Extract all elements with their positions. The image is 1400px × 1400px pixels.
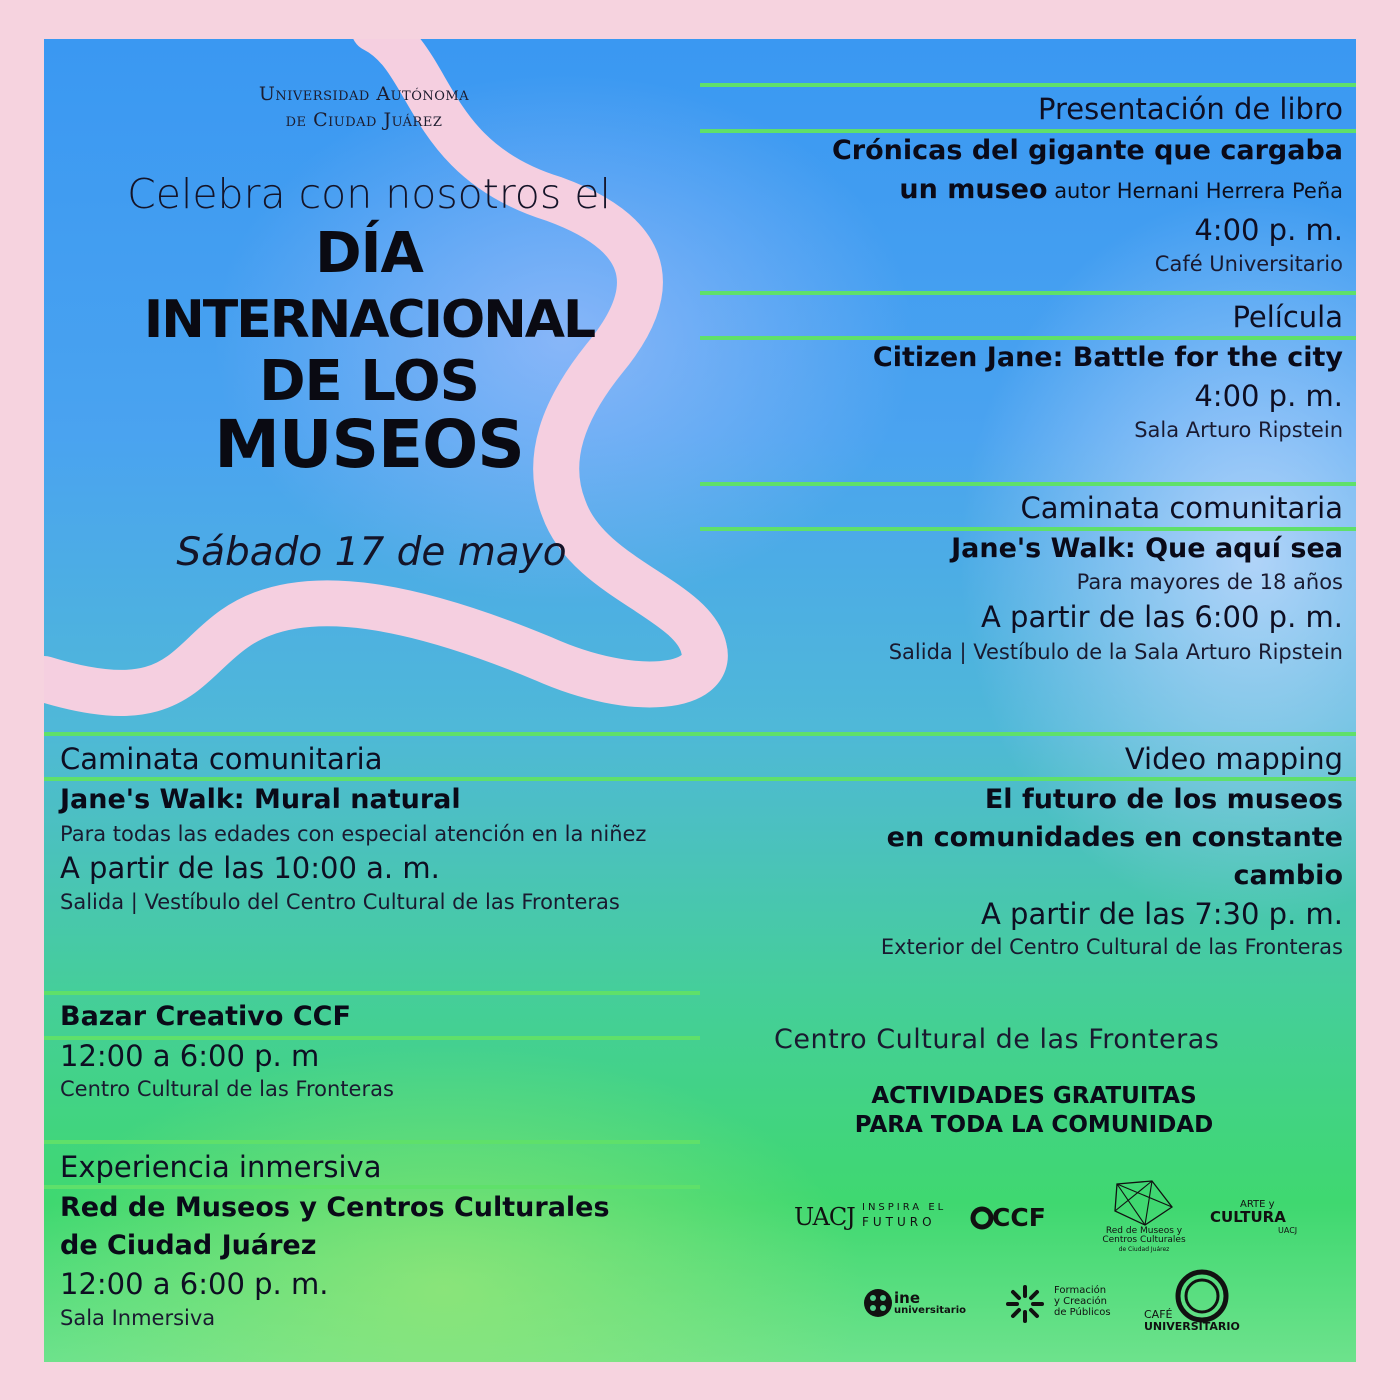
event-category: Presentación de libro <box>1038 92 1343 126</box>
arte-main-text: CULTURA <box>1210 1208 1286 1226</box>
arte-cultura-logo <box>1210 1199 1310 1239</box>
free-activities-banner <box>774 1082 1294 1140</box>
event-community-walk <box>693 486 1343 666</box>
event-category: Experiencia inmersiva <box>60 1150 382 1184</box>
event-category: Caminata comunitaria <box>60 742 383 776</box>
event-time: 12:00 a 6:00 p. m. <box>60 1267 329 1301</box>
event-title-line-1: Crónicas del gigante que cargaba <box>831 135 1343 166</box>
event-place: Sala Arturo Ripstein <box>1134 418 1343 442</box>
accent-line <box>44 732 1356 736</box>
red-line-1: Red de Museos y <box>1105 1226 1183 1236</box>
event-time: A partir de las 6:00 p. m. <box>980 600 1343 634</box>
event-category: Película <box>1232 300 1343 334</box>
event-author: autor Hernani Herrera Peña <box>1047 179 1343 203</box>
event-place: Café Universitario <box>1154 252 1343 276</box>
event-title-line-2: un museo <box>899 174 1048 205</box>
event-time: 4:00 p. m. <box>1194 379 1343 413</box>
cafe-line-2: UNIVERSITARIO <box>1144 1320 1240 1333</box>
formacion-publicos-logo <box>1004 1283 1124 1327</box>
red-museos-text <box>1089 1227 1199 1254</box>
uacj-logo <box>794 1201 954 1237</box>
event-note: Para todas las edades con especial atención en la niñez <box>60 822 647 846</box>
event-title: Jane's Walk: Que aquí sea <box>951 533 1343 564</box>
event-title-line-1: El futuro de los museos <box>984 784 1343 815</box>
event-title-line-2: de Ciudad Juárez <box>60 1230 317 1261</box>
event-place: Exterior del Centro Cultural de las Fronteras <box>880 935 1343 959</box>
event-mural-walk <box>60 737 660 917</box>
formacion-text <box>1054 1285 1111 1318</box>
arte-small-text: UACJ <box>1278 1226 1298 1235</box>
event-place: Sala Inmersiva <box>60 1306 216 1330</box>
title-line-1: DÍA <box>315 221 423 286</box>
cine-main-text: ine <box>894 1289 920 1307</box>
event-book-presentation <box>693 87 1343 280</box>
university-name <box>194 81 534 133</box>
event-video-mapping <box>693 737 1343 961</box>
cine-sub-text: universitario <box>894 1305 967 1316</box>
event-time: A partir de las 7:30 p. m. <box>980 897 1343 931</box>
event-title: Jane's Walk: Mural natural <box>60 784 461 815</box>
event-place: Salida | Vestíbulo de la Sala Arturo Ripstein <box>888 640 1343 664</box>
burst-icon <box>1004 1283 1046 1325</box>
event-place: Centro Cultural de las Fronteras <box>60 1077 394 1101</box>
event-category: Caminata comunitaria <box>1020 491 1343 525</box>
title-line-3: DE LOS <box>259 349 479 414</box>
network-icon <box>1107 1179 1177 1229</box>
event-title-line-1: Red de Museos y Centros Culturales <box>60 1192 610 1223</box>
event-title-author-row <box>693 171 1343 212</box>
free-line-2: PARA TODA LA COMUNIDAD <box>854 1112 1214 1138</box>
event-title-line-3: cambio <box>1233 860 1343 891</box>
formacion-line-2: y Creación <box>1054 1296 1107 1307</box>
red-line-2: Centros Culturales <box>1102 1235 1186 1245</box>
uacj-tagline-1: INSPIRA EL <box>862 1202 947 1213</box>
title-line-2: INTERNACIONAL <box>143 290 595 350</box>
formacion-line-3: de Públicos <box>1054 1307 1111 1318</box>
film-reel-icon <box>862 1287 894 1319</box>
arte-top-text: ARTE y <box>1240 1199 1275 1210</box>
event-title-line-2: en comunidades en constante <box>886 822 1343 853</box>
ccf-circle-icon <box>970 1206 994 1230</box>
uacj-tagline-2: FUTURO <box>862 1215 936 1229</box>
cine-universitario-logo <box>862 1283 977 1327</box>
event-note: Para mayores de 18 años <box>1076 570 1343 594</box>
event-title: Citizen Jane: Battle for the city <box>872 342 1343 373</box>
event-title: Bazar Creativo CCF <box>60 1001 351 1032</box>
accent-line <box>44 1140 700 1144</box>
intro-text: Celebra con nosotros el <box>127 170 611 218</box>
title-line-4: MUSEOS <box>214 406 524 483</box>
event-category: Video mapping <box>1124 742 1343 776</box>
event-poster <box>44 39 1356 1362</box>
free-line-1: ACTIVIDADES GRATUITAS <box>871 1083 1197 1109</box>
red-line-3: de Ciudad Juárez <box>1118 1246 1170 1253</box>
university-line-1: Universidad Autónoma <box>258 83 470 105</box>
formacion-line-1: Formación <box>1054 1285 1107 1296</box>
event-time: 12:00 a 6:00 p. m <box>60 1039 320 1073</box>
university-line-2: de Ciudad Juárez <box>285 109 443 131</box>
uacj-logo-text: UACJ <box>794 1203 855 1231</box>
venue-name: Centro Cultural de las Fronteras <box>774 1024 1220 1055</box>
event-place: Salida | Vestíbulo del Centro Cultural de las Fronteras <box>60 890 620 914</box>
event-date: Sábado 17 de mayo <box>176 530 567 575</box>
event-bazar <box>60 996 660 1104</box>
event-immersive <box>60 1145 680 1333</box>
ccf-logo-text: CCF <box>992 1203 1046 1232</box>
accent-line <box>44 991 700 995</box>
cafe-universitario-logo <box>1142 1268 1242 1338</box>
event-time: A partir de las 10:00 a. m. <box>60 851 440 885</box>
event-film <box>693 295 1343 445</box>
coffee-ring-icon <box>1174 1268 1230 1324</box>
event-time: 4:00 p. m. <box>1194 213 1343 247</box>
cafe-line-1: CAFÉ <box>1144 1308 1173 1321</box>
red-museos-logo <box>1089 1179 1199 1255</box>
ccf-logo <box>970 1199 1070 1239</box>
